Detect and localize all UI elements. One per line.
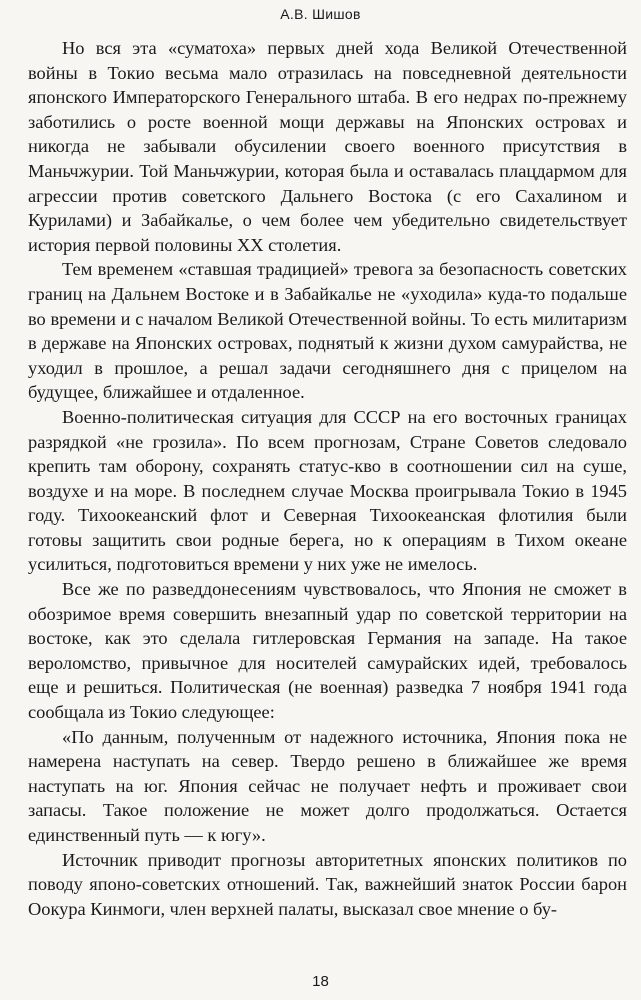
page-body	[28, 36, 627, 921]
paragraph-4: Все же по разведдонесениям чувствовалось, что Япония не сможет в обозримое время совершить внезапный удар по советской территории на востоке, как это сделала гитлеровская Германия на западе. На такое вероломство, привычное для носителей самурайских идей, требовалось еще и решиться. Политическая (не военная) разведка 7 ноября 1941 года сообщала из Токио следующее:	[28, 579, 627, 723]
paragraph-6: Источник приводит прогнозы авторитетных японских политиков по поводу японо-советских отношений. Так, важнейший знаток России барон Оокура Кинмоги, член верхней палаты, высказал свое мнение о бу-	[28, 849, 627, 919]
page-number: 18	[312, 973, 329, 990]
paragraph-3: Военно-политическая ситуация для СССР на его восточных границах разрядкой «не грозила». По всем прогнозам, Стране Советов следовало крепить там оборону, сохранять статус-кво в соотношении сил на суше, воздухе и на море. В последнем случае Москва проигрывала Токио в 1945 году. Тихоокеанский флот и Северная Тихоокеанская флотилия были готовы защитить свои родные берега, но к операциям в Тихом океане усилиться, подготовиться времени у них уже не имелось.	[28, 406, 627, 575]
quote-paragraph: «По данным, полученным от надежного источника, Япония пока не намерена наступать на север. Твердо решено в ближайшее же время наступать на юг. Япония сейчас не получает нефть и проживает свои запасы. Такое положение не может долго продолжаться. Остается единственный путь — к югу».	[28, 726, 627, 845]
running-header: А.В. Шишов	[280, 6, 361, 22]
paragraph-1: Но вся эта «суматоха» первых дней хода Великой Отечественной войны в Токио весьма мало отразилась на повседневной деятельности японского Императорского Генерального штаба. В его недрах по-прежнему заботились о росте военной мощи державы на Японских островах и никогда не забывали обусилении своего военного присутствия в Маньчжурии. Той Маньчжурии, которая была и оставалась плацдармом для агрессии против советского Дальнего Востока (с его Сахалином и Курилами) и Забайкалье, о чем более чем убедительно свидетельствует история первой половины XX столетия.	[28, 38, 627, 255]
paragraph-2: Тем временем «ставшая традицией» тревога за безопасность советских границ на Дальнем Востоке и в Забайкалье не «уходила» куда-то подальше во времени и с началом Великой Отечественной войны. То есть милитаризм в державе на Японских островах, поднятый к жизни духом самурайства, не уходил в прошлое, а решал задачи сегодняшнего дня с прицелом на будущее, ближайшее и отдаленное.	[28, 259, 627, 403]
